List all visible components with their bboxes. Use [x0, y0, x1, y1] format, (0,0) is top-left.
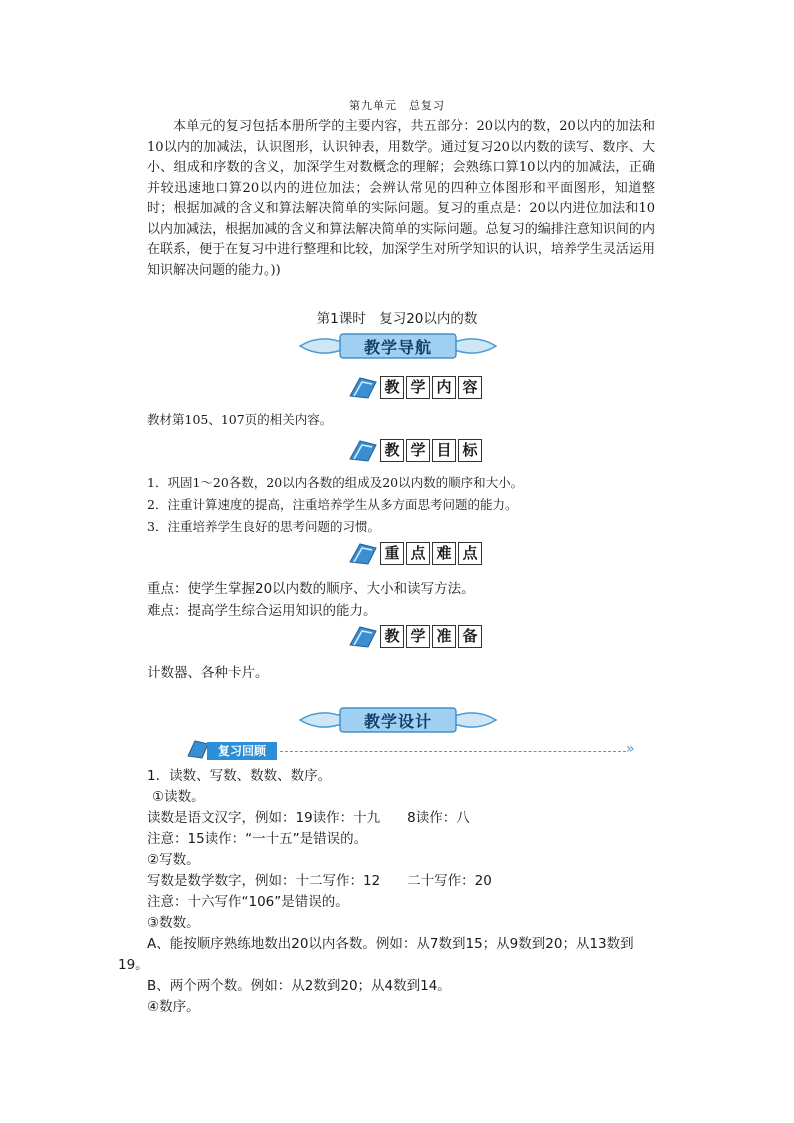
section-char: 教 [380, 376, 404, 399]
section-char: 内 [432, 376, 456, 399]
review-line: 读数是语文汉字，例如：19读作：十九 8读作：八 [147, 810, 470, 826]
review-line: ①读数。 [152, 789, 205, 805]
section-char: 目 [432, 439, 456, 462]
section-char: 点 [458, 542, 482, 565]
lesson-title: 第1课时 复习20以内的数 [316, 311, 478, 327]
section-char: 学 [406, 376, 430, 399]
review-line: 注意：十六写作“106”是错误的。 [147, 894, 349, 910]
section-char: 教 [380, 625, 404, 648]
unit-intro: 本单元的复习包括本册所学的主要内容，共五部分：20以内的数，20以内的加法和10以内的加减法，认识图形，认识钟表，用数学。通过复习20以内数的读写、数序、大小、组成和序数的含义，加深学生对数概念的理解；会熟练口算10以内的加减法，正确并较迅速地口算20以内的进位加法；会辨认常见的四种立体图形和平面图形，知道整时；根据加减的含义和算法解决简单的实际问题。复习的重点是：20以内进位加法和10以内加减法，根据加减的含义和算法解决简单的实际问题。总复习的编排注意知识间的内在联系，便于在复习中进行整理和比较，加深学生对所学知识的认识，培养学生灵活运用知识解决问题的能力。)) [147, 119, 655, 278]
unit-title: 第九单元 总复习 [349, 99, 445, 112]
book-icon [346, 540, 380, 566]
section-char: 备 [458, 625, 482, 648]
review-line: ②写数。 [147, 852, 200, 868]
section-char: 点 [406, 542, 430, 565]
goal-item: 1．巩固1～20各数，20以内各数的组成及20以内数的顺序和大小。 [147, 475, 524, 490]
review-line: ④数序。 [147, 999, 200, 1015]
content-text: 教材第105、107页的相关内容。 [147, 412, 333, 427]
section-char: 难 [432, 542, 456, 565]
review-line: ③数数。 [147, 915, 200, 931]
review-label: 复习回顾 [207, 742, 277, 760]
review-line: 写数是数学数字，例如：十二写作：12 二十写作：20 [147, 873, 492, 889]
section-char: 容 [458, 376, 482, 399]
banner-label: 教学设计 [363, 712, 432, 731]
banner-label: 教学导航 [363, 338, 432, 357]
book-icon [346, 437, 380, 463]
key-point-item: 重点：使学生掌握20以内数的顺序、大小和读写方法。 [147, 581, 475, 597]
book-icon [346, 374, 380, 400]
section-char: 学 [406, 625, 430, 648]
review-line: B、两个两个数。例如：从2数到20；从4数到14。 [147, 978, 451, 994]
key-point-item: 难点：提高学生综合运用知识的能力。 [147, 603, 377, 619]
review-divider [280, 751, 626, 752]
banner-teaching-nav [298, 333, 498, 359]
review-line: 1．读数、写数、数数、数序。 [147, 768, 332, 784]
section-char: 重 [380, 542, 404, 565]
book-icon [346, 623, 380, 649]
goal-item: 3．注重培养学生良好的思考问题的习惯。 [147, 519, 380, 534]
section-char: 学 [406, 439, 430, 462]
goal-item: 2．注重计算速度的提高，注重培养学生从多方面思考问题的能力。 [147, 497, 518, 512]
prep-text: 计数器、各种卡片。 [147, 665, 269, 681]
review-line: 19。 [118, 957, 149, 973]
double-chevron-icon: » [626, 741, 635, 757]
banner-teaching-design [298, 707, 498, 733]
section-char: 教 [380, 439, 404, 462]
review-line: A、能按顺序熟练地数出20以内各数。例如：从7数到15；从9数到20；从13数到 [147, 936, 634, 952]
section-char: 标 [458, 439, 482, 462]
section-char: 准 [432, 625, 456, 648]
review-line: 注意：15读作：“一十五”是错误的。 [147, 831, 368, 847]
